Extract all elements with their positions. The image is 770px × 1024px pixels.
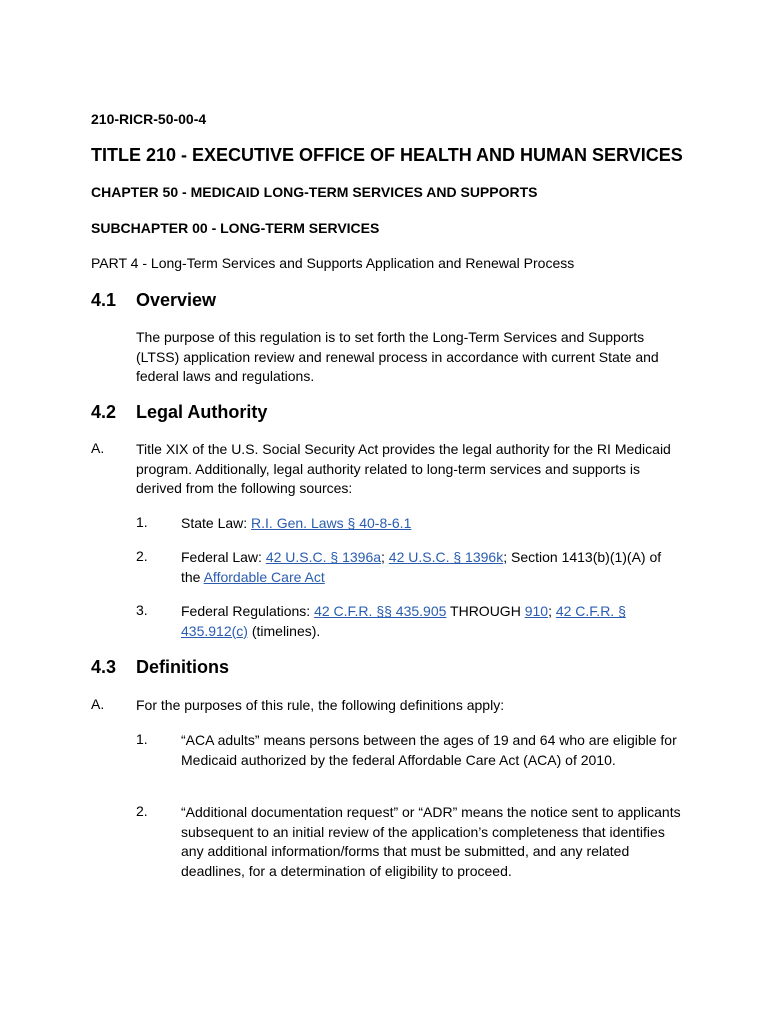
legal-item-2-prefix: Federal Law: — [181, 549, 266, 565]
title-heading: TITLE 210 - EXECUTIVE OFFICE OF HEALTH AND HUMAN SERVICES — [91, 145, 683, 165]
legal-item-3 — [181, 602, 681, 641]
legal-authority-paragraph: Title XIX of the U.S. Social Security Act provides the legal authority for the RI Medicaid program. Additionally, legal authority related to long-term services and supports is derived from the following sources: — [136, 441, 671, 496]
section-4-2-number: 4.2 — [91, 402, 117, 422]
legal-item-2-separator: ; — [381, 549, 389, 565]
legal-item-1-number: 1. — [136, 514, 148, 530]
section-4-1-title: Overview — [136, 290, 217, 310]
part-heading: PART 4 - Long-Term Services and Supports Application and Renewal Process — [91, 255, 575, 271]
cfr-910-link[interactable]: 910 — [524, 603, 549, 619]
definition-1-text: “ACA adults” means persons between the ages of 19 and 64 who are eligible for Medicaid authorized by the federal Affordable Care Act (ACA) of 2010. — [181, 732, 677, 768]
subchapter-heading: SUBCHAPTER 00 - LONG-TERM SERVICES — [91, 220, 380, 236]
legal-item-3-through: THROUGH — [446, 603, 525, 619]
legal-item-3-suffix: (timelines). — [247, 622, 321, 639]
definition-2-number: 2. — [136, 803, 148, 819]
section-4-2-title: Legal Authority — [136, 402, 268, 422]
section-4-1-number: 4.1 — [91, 290, 117, 310]
legal-item-1-prefix: State Law: — [181, 515, 252, 531]
cfr-435-905-link[interactable]: 42 C.F.R. §§ 435.905 — [314, 603, 447, 619]
legal-item-2-middle: ; Section 1413(b)(1)(A) of the — [181, 549, 662, 585]
regulation-code: 210-RICR-50-00-4 — [91, 111, 207, 127]
definitions-intro: For the purposes of this rule, the following definitions apply: — [136, 697, 505, 713]
affordable-care-act-link[interactable]: Affordable Care Act — [203, 568, 325, 585]
section-4-3-title: Definitions — [136, 657, 229, 677]
ri-gen-laws-link[interactable]: R.I. Gen. Laws § 40-8-6.1 — [251, 515, 412, 531]
definition-2-text: “Additional documentation request” or “ADR” means the notice sent to applicants subsequent to an initial review of the application’s completeness that identifies any additional information/forms that must be submitted, and any related deadlines, for a determination of eligibility to proceed. — [181, 804, 681, 879]
legal-item-1 — [181, 514, 681, 534]
legal-item-3-semicolon: ; — [548, 603, 556, 619]
definition-1-number: 1. — [136, 731, 148, 747]
legal-item-3-number: 3. — [136, 602, 148, 618]
overview-paragraph: The purpose of this regulation is to set forth the Long-Term Services and Supports (LTSS) application review and renewal process in accordance with current State and federal laws and regulations. — [136, 329, 659, 384]
definitions-label-a: A. — [91, 696, 105, 712]
section-4-3-number: 4.3 — [91, 657, 117, 677]
chapter-heading: CHAPTER 50 - MEDICAID LONG-TERM SERVICES AND SUPPORTS — [91, 184, 538, 200]
legal-item-3-prefix: Federal Regulations: — [181, 603, 315, 619]
cfr-435-912c-link[interactable]: 42 C.F.R. § 435.912(c) — [181, 603, 626, 639]
legal-authority-label-a: A. — [91, 440, 105, 456]
usc-1396k-link[interactable]: 42 U.S.C. § 1396k — [388, 549, 504, 565]
legal-item-2-number: 2. — [136, 548, 148, 564]
legal-item-2 — [181, 548, 681, 587]
usc-1396a-link[interactable]: 42 U.S.C. § 1396a — [265, 549, 382, 565]
